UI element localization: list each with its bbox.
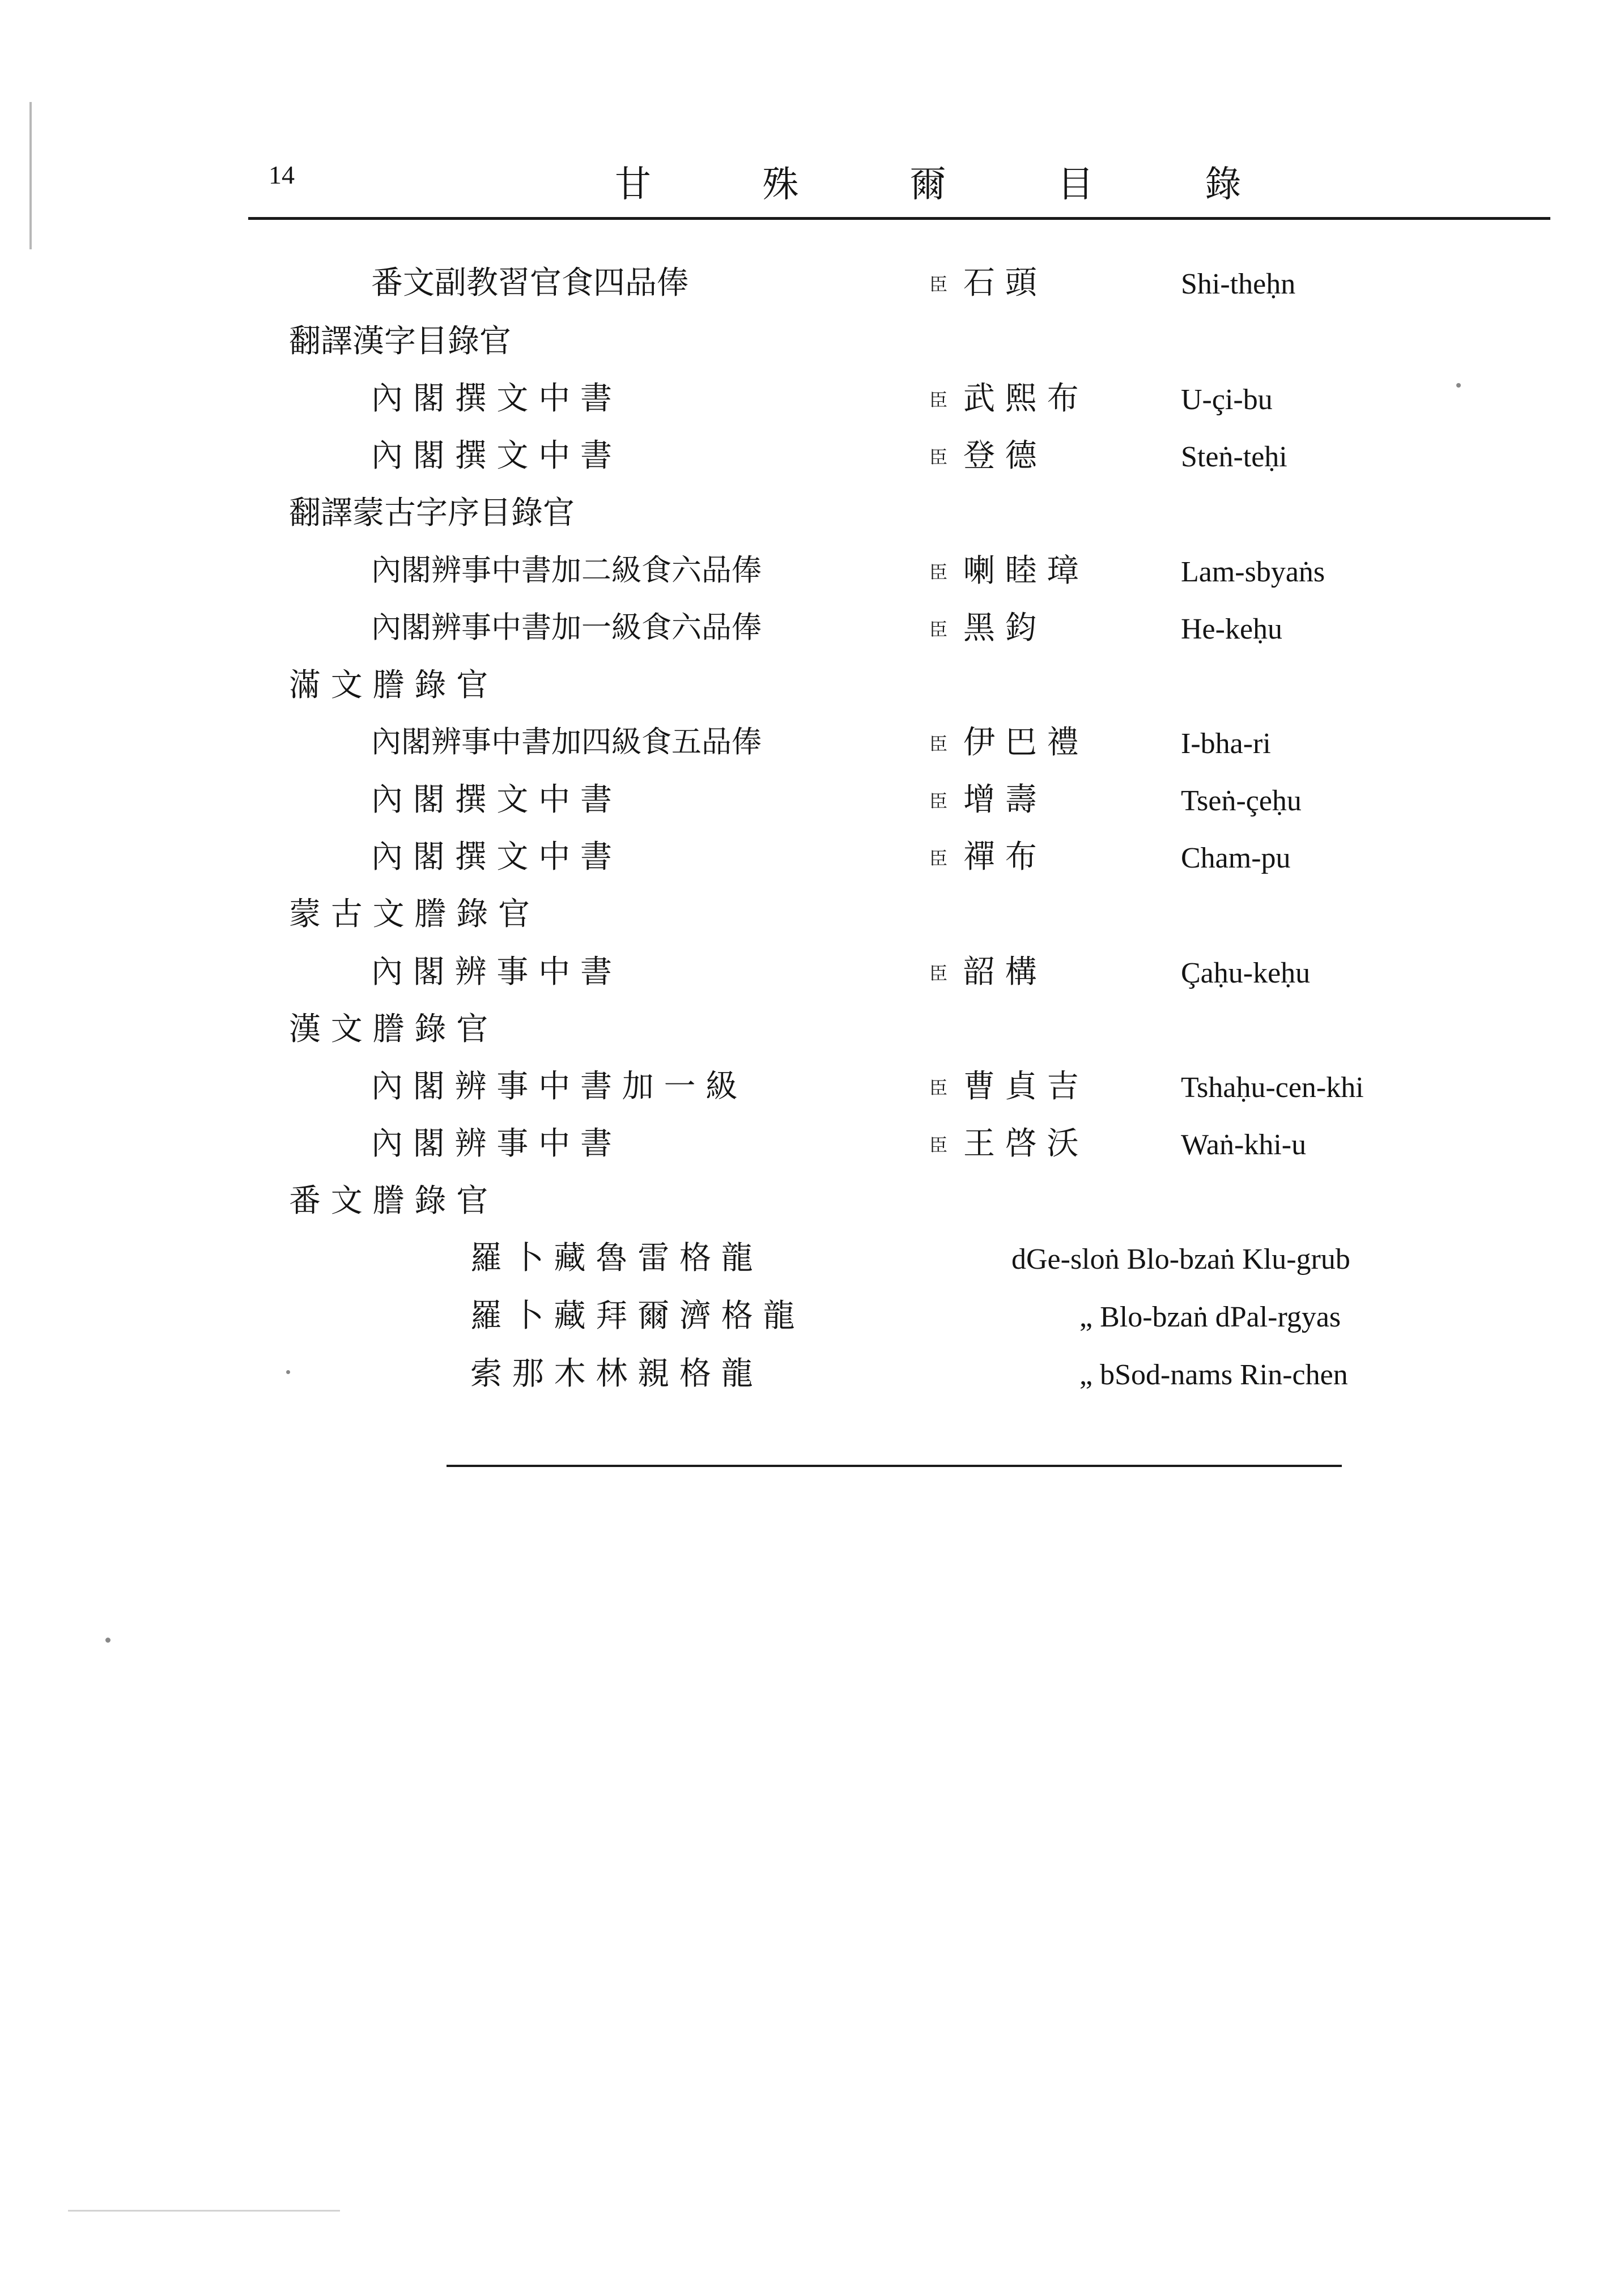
scan-mark [286, 1370, 290, 1374]
minister-mark: 臣 [929, 562, 948, 583]
romanized-name: Tseṅ-çeḥu [1181, 785, 1302, 817]
monk-romanized: „ Blo-bzaṅ dPal-rgyas [1079, 1301, 1341, 1333]
header-rule [248, 217, 1550, 220]
section-heading: 番 文 謄 錄 官 [289, 1183, 488, 1219]
official-name: 增 壽 [963, 781, 1037, 818]
minister-mark: 臣 [929, 274, 948, 295]
official-title: 內閣辨事中書加一級食六品俸 [371, 610, 762, 645]
romanized-name: Waṅ-khi-u [1181, 1129, 1307, 1161]
official-name: 王 啓 沃 [963, 1125, 1079, 1162]
monk-name: 羅 卜 藏 魯 雷 格 龍 [470, 1240, 753, 1277]
page-number: 14 [269, 160, 295, 189]
official-title: 內 閣 撰 文 中 書 [371, 380, 613, 417]
section-heading: 翻譯蒙古字序目錄官 [289, 495, 575, 532]
romanized-name: U-çi-bu [1181, 384, 1273, 416]
end-rule [447, 1465, 1342, 1467]
official-name: 曹 貞 吉 [963, 1068, 1079, 1105]
scan-mark [29, 102, 32, 249]
official-name: 伊 巴 禮 [963, 724, 1079, 761]
minister-mark: 臣 [929, 963, 948, 984]
romanized-name: Çaḥu-keḥu [1181, 957, 1311, 989]
official-title: 內 閣 辨 事 中 書 加 一 級 [371, 1068, 738, 1105]
monk-romanized: „ bSod-nams Rin-chen [1079, 1359, 1348, 1391]
official-title: 內 閣 撰 文 中 書 [371, 781, 613, 818]
minister-mark: 臣 [929, 389, 948, 411]
official-title: 內閣辨事中書加二級食六品俸 [371, 553, 762, 588]
official-name: 禪 布 [963, 839, 1037, 875]
official-name: 黑 鈞 [963, 610, 1037, 647]
romanized-name: Steṅ-teḥi [1181, 441, 1287, 473]
official-name: 登 德 [963, 437, 1037, 474]
monk-name: 索 那 木 林 親 格 龍 [470, 1355, 753, 1392]
official-name: 喇 睦 璋 [963, 552, 1079, 589]
romanized-name: Lam-sbyaṅs [1181, 556, 1325, 588]
section-heading: 翻譯漢字目錄官 [289, 323, 511, 360]
section-heading: 蒙 古 文 謄 錄 官 [289, 896, 530, 933]
official-name: 武 熙 布 [963, 380, 1079, 417]
minister-mark: 臣 [929, 733, 948, 755]
romanized-name: Shi-theḥn [1181, 268, 1296, 300]
official-title: 番文副教習官食四品俸 [371, 265, 688, 301]
scan-mark [105, 1638, 110, 1643]
minister-mark: 臣 [929, 790, 948, 812]
official-title: 內 閣 撰 文 中 書 [371, 437, 613, 474]
romanized-name: I-bha-ri [1181, 728, 1271, 760]
scan-mark [1456, 383, 1461, 388]
official-title: 內閣辨事中書加四級食五品俸 [371, 725, 762, 759]
section-heading: 漢 文 謄 錄 官 [289, 1011, 488, 1048]
official-title: 內 閣 辨 事 中 書 [371, 954, 613, 990]
official-title: 內 閣 辨 事 中 書 [371, 1125, 613, 1162]
official-name: 韶 構 [963, 954, 1037, 990]
running-header: 甘 殊 爾 目 錄 [615, 164, 1291, 206]
romanized-name: Tshaḥu-cen-khi [1181, 1072, 1364, 1104]
official-title: 內 閣 撰 文 中 書 [371, 839, 613, 875]
minister-mark: 臣 [929, 848, 948, 869]
scan-mark [68, 2210, 340, 2212]
minister-mark: 臣 [929, 1077, 948, 1099]
romanized-name: Cham-pu [1181, 842, 1291, 874]
official-name: 石 頭 [963, 265, 1037, 301]
monk-name: 羅 卜 藏 拜 爾 濟 格 龍 [470, 1298, 795, 1334]
section-heading: 滿 文 謄 錄 官 [289, 667, 488, 704]
romanized-name: He-keḥu [1181, 613, 1283, 645]
minister-mark: 臣 [929, 447, 948, 468]
monk-romanized: dGe-sloṅ Blo-bzaṅ Klu-grub [1011, 1243, 1350, 1275]
minister-mark: 臣 [929, 1134, 948, 1156]
minister-mark: 臣 [929, 619, 948, 640]
